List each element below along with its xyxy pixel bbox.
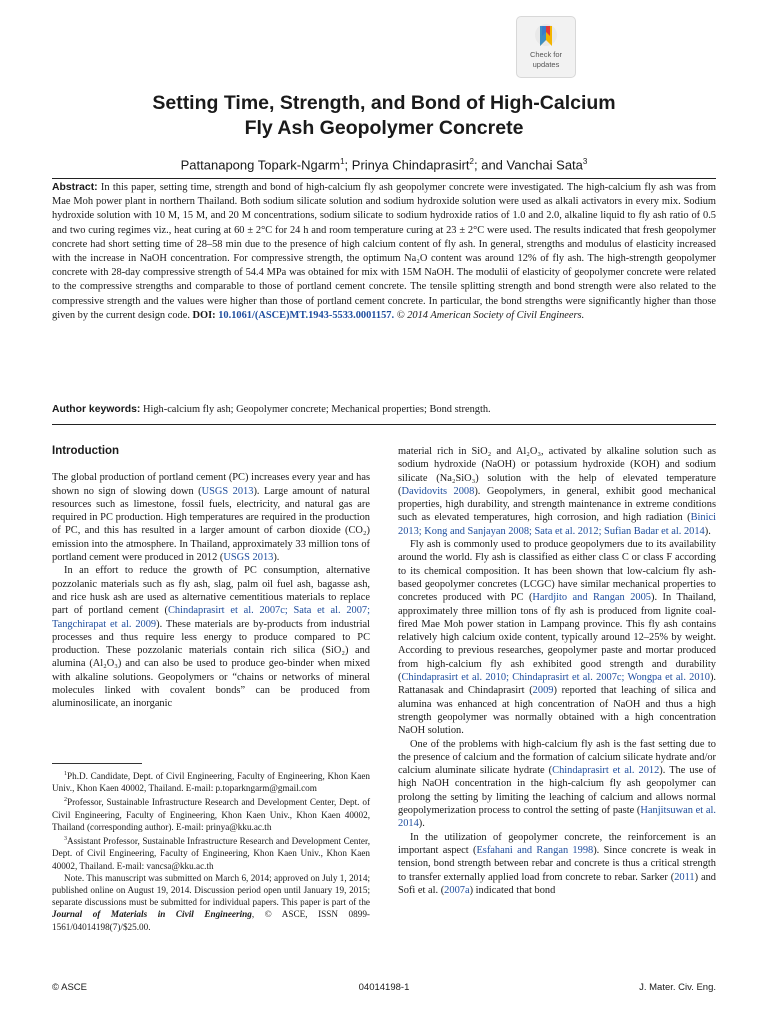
text-run: ). Rattanasak and Chindaprasirt ( <box>398 672 716 697</box>
citation-link[interactable]: Davidovits 2008 <box>401 485 475 497</box>
text-run: ). <box>273 552 280 564</box>
citation-link[interactable]: Hardjito and Rangan 2005 <box>532 592 651 604</box>
author-1-affil: 1 <box>340 157 345 166</box>
footnote-2 <box>52 794 370 833</box>
text-run: ) reported that leaching of silica and alumina was enhanced at high concentration of NaOH and thus a high strength geopolymer was normally obtained with a high concentration NaOH solution. <box>398 685 716 737</box>
citation-link[interactable]: 2007a <box>444 884 470 896</box>
footnote-text: Assistant Professor, Sustainable Infrastructure Research and Development Center, Dept. of Civil Engineering, Faculty of Engineering, Khon Kaen Univ., Khon Kaen 40002, Thailand. E-mail: vancsa@kku.ac.th <box>52 836 370 871</box>
footnotes <box>52 768 370 933</box>
text-run: ). In Thailand, approximately three million tons of fly ash is produced from lignite coal-fired Mae Moh power station in Lampang province. This fly ash contains relatively high calcium oxide content, typically around 12–25% by weight. According to previous researches, geopolymer paste and mortar produced from high-calcium fly ash exhibited good strength and durability ( <box>398 592 716 684</box>
badge-text-2: updates <box>532 60 560 69</box>
text-run: ). <box>418 818 425 830</box>
keywords-text: High-calcium fly ash; Geopolymer concrete; Mechanical properties; Bond strength. <box>142 404 491 415</box>
footnote-rule <box>52 763 142 764</box>
author-3-affil: 3 <box>582 157 588 166</box>
author-list <box>0 157 768 172</box>
text-run: In the utilization of geopolymer concrete, the reinforcement is an important aspect ( <box>398 831 716 856</box>
citation-link[interactable]: 2009 <box>532 685 554 697</box>
author-1: Pattanapong Topark-Ngarm <box>180 157 341 173</box>
abstract-bottom-rule <box>52 424 716 425</box>
citation-link[interactable]: Esfahani and Rangan 1998 <box>476 844 594 856</box>
footnote-text: Professor, Sustainable Infrastructure Research and Development Center, Dept. of Civil Engineering, Faculty of Engineering, Khon Kaen Univ., Khon Kaen 40002, Thailand (corresponding author). E-mail: prinya@kku.ac.th <box>52 797 370 832</box>
author-keywords <box>52 403 716 417</box>
footnote-marker: 3 <box>64 836 67 843</box>
paper-title <box>0 91 768 141</box>
text-run: ). <box>704 525 711 537</box>
citation-link[interactable]: Binici 2013; Kong and Sanjayan 2008; Sata et al. 2012; Sufian Badar et al. 2014 <box>398 512 716 537</box>
left-column <box>52 445 370 711</box>
footer-copyright: © ASCE <box>52 982 87 993</box>
author-3: ; and Vanchai Sata <box>474 157 583 173</box>
footer-journal: J. Mater. Civ. Eng. <box>639 982 716 993</box>
badge-text-1: Check for <box>529 50 563 59</box>
copyright: © 2014 American Society of Civil Engineers. <box>396 309 585 321</box>
author-2-affil: 2 <box>469 157 474 166</box>
text-run: One of the problems with high-calcium fly ash is the fast setting due to the presence of calcium and the formation of calcium silicate hydrate and/or calcium aluminate silicate hydrate ( <box>398 738 716 777</box>
citation-link[interactable]: Hanjitsuwan et al. 2014 <box>398 805 716 830</box>
citation-link[interactable]: 2011 <box>674 871 695 883</box>
footnote-text: Ph.D. Candidate, Dept. of Civil Engineering, Faculty of Engineering, Khon Kaen Univ., Khon Kaen 40002, Thailand. E-mail: p.toparkngarm@gmail.com <box>52 771 370 794</box>
footnote-3 <box>52 833 370 872</box>
text-run: ). The use of high NaOH concentration in the high-calcium fly ash geopolymer can prolong the setting by limiting the leaching of calcium and allows normal geopolymerization process to control the setting of paste ( <box>398 765 716 817</box>
footnote-1 <box>52 768 370 794</box>
bookmark-icon <box>534 23 558 49</box>
citation-link[interactable]: Chindaprasirt et al. 2007c; Sata et al. 2007; Tangchirapat et al. 2009 <box>52 605 370 630</box>
paragraph <box>398 738 716 831</box>
doi-label: DOI: <box>192 309 216 321</box>
journal-name: Journal of Materials in Civil Engineering <box>52 909 252 920</box>
citation-link[interactable]: Chindaprasirt et al. 2012 <box>552 765 660 777</box>
abstract <box>52 181 716 323</box>
text-run: ). Large amount of natural resources such as limestone, fossil fuels, electricity, and natural gas are required in PC production. High temperatures are required in the production of PC, and this has resulted in a larger amount of carbon dioxide (CO₂) emission into the atmosphere. In Thailand, approximately 33 million tons of portland cement were produced in 2012 ( <box>52 485 370 564</box>
doi-link[interactable]: 10.1061/(ASCE)MT.1943-5533.0001157. <box>218 309 395 321</box>
text-run: ). Geopolymers, in general, exhibit good mechanical properties, high durability, and strength maintenance in extreme conditions such as elevated temperatures, high corrosion, and high radiation ( <box>398 485 716 524</box>
text-run: ). These materials are by-products from industrial processes and thus require less energy to produce compared to PC production. These pozzolanic materials contain rich silica (SiO₂) and alumina (Al₂O₃) and can also be used to produce geo-binder when mixed with alkaline solutions. Geopolymers or “chains or networks of mineral molecules linked with covalent bonds” can be produced from aluminosilicate, an inorganic <box>52 618 370 710</box>
text-run: Fly ash is commonly used to produce geopolymers due to its availability around the world. Fly ash is classified as either class C or class F according to its chemical composition. It has been shown that low-calcium fly ash-based geopolymer concretes (LCGC) have similar mechanical properties to concretes produced with PC ( <box>398 539 716 604</box>
paragraph <box>52 471 370 564</box>
title-line-2: Fly Ash Geopolymer Concrete <box>244 117 524 139</box>
text-run: In an effort to reduce the growth of PC consumption, alternative pozzolanic materials such as fly ash, slag, palm oil fuel ash, bagasse ash, and rice husk ash are used as alternative cementitious materials to replace part of portland cement ( <box>52 565 370 617</box>
paragraph <box>52 564 370 710</box>
text-run: material rich in SiO₂ and Al₂O₃, activated by alkaline solution such as sodium hydroxide (NaOH) or potassium hydroxide (KOH) and sodium silicate (Na₂SiO₃) solution with the help of elevated temperature ( <box>398 446 716 497</box>
citation-link[interactable]: USGS 2013 <box>201 485 254 497</box>
text-run: ) and Sofi et al. ( <box>398 871 717 896</box>
paragraph <box>398 445 716 538</box>
note-text: Note. This manuscript was submitted on March 6, 2014; approved on July 1, 2014; published online on August 19, 2014. Discussion period open until January 19, 2015; separate discussions must be submitted for individual papers. This paper is part of the <box>52 872 370 908</box>
section-heading: Introduction <box>52 445 120 457</box>
citation-link[interactable]: Chindaprasirt et al. 2010; Chindaprasirt et al. 2007c; Wongpa et al. 2010 <box>401 672 710 684</box>
abstract-label: Abstract: <box>52 182 98 193</box>
footer-page-id: 04014198-1 <box>358 982 410 993</box>
abstract-top-rule <box>52 178 716 179</box>
check-for-updates-badge[interactable] <box>516 16 576 78</box>
paragraph <box>398 538 716 737</box>
footnote-marker: 1 <box>64 771 67 777</box>
title-line-1: Setting Time, Strength, and Bond of High-Calcium <box>152 92 616 114</box>
footnote-marker: 2 <box>64 797 67 804</box>
text-run: The global production of portland cement (PC) increases every year and has shown no sign of slowing down ( <box>52 472 370 497</box>
citation-link[interactable]: USGS 2013 <box>223 552 274 564</box>
text-run: ) indicated that bond <box>469 884 556 896</box>
right-column <box>398 445 716 897</box>
submission-note <box>52 872 370 933</box>
abstract-text: In this paper, setting time, strength and bond of high-calcium fly ash geopolymer concrete were investigated. The high-calcium fly ash was from Mae Moh power plant in northern Thailand. Both sodium silicate solution and sodium hydroxide solution were used as alkali activators in every mix. Sodium hydroxide solution with 10 M, 15 M, and 20 M concentrations, sodium silicate to sodium hydroxide ratios of 1.0 and 2.0, alkaline liquid to fly ash ratio of 0.5 and two curing regimes viz., heat curing at 60 ± 2°C for 24 h and room temperature curing at 23 ± 2°C were used. The results indicated that fresh geopolymer concrete had short setting time of 28–58 min due to the presence of high calcium content of fly ash. In general, strengths and modulus of elasticity increased with the increase in NaOH concentration. For compressive strength, the optimum Na₂O content was around 12% of fly ash. The high-strength geopolymer concrete with 28-day compressive strength of 54.4 MPa was obtained for mix with 15M NaOH. The modulii of elasticity of geopolymer concrete were related to the compressive strengths and comparable to those of portland cement concrete. The tensile splitting strength and bond strength were also related to the compressive strength and the values were higher than those of portland cement concrete. In particular, the bond strengths were significantly higher than those given by the current design code. <box>52 182 717 321</box>
author-2: ; Prinya Chindaprasirt <box>344 157 470 173</box>
text-run: ). Since concrete is weak in tension, bond strength between rebar and concrete is thus a critical strength to transfer externally applied load from concrete to rebar. Sarker ( <box>398 844 716 883</box>
keywords-label: Author keywords: <box>52 404 141 415</box>
paragraph <box>398 831 716 897</box>
issn-text: , © ASCE, ISSN 0899-1561/04014198(7)/$25.00. <box>52 909 370 932</box>
